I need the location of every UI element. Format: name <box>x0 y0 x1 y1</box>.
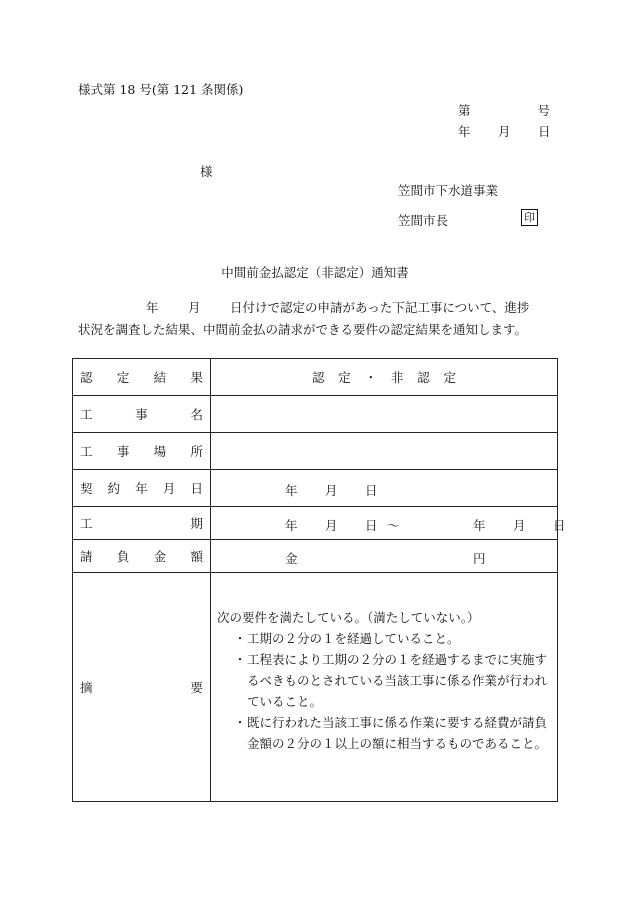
summary-item: ・ 工期の２分の１を経過していること。 <box>233 631 460 646</box>
label-cell <box>73 470 211 507</box>
certification-table <box>72 358 566 802</box>
doc-number-prefix: 第 <box>458 103 471 118</box>
addressee-suffix: 様 <box>200 164 213 179</box>
period-end-month: 月 <box>513 518 526 533</box>
table-row <box>73 396 558 433</box>
form-number: 様式第 18 号(第 121 条関係) <box>78 82 244 97</box>
table-row <box>73 359 558 396</box>
contract-date-cell <box>211 470 558 507</box>
row-label: 認 定 結 果 <box>80 370 203 385</box>
intro-year: 年 <box>146 300 159 315</box>
summary-cell <box>211 573 558 802</box>
row-label: 工 事 名 <box>80 407 203 422</box>
result-cell <box>211 359 558 396</box>
table-row <box>73 573 558 802</box>
project-name-cell <box>211 396 558 433</box>
period-end-day: 日 <box>553 518 566 533</box>
contract-amount-cell <box>211 540 558 573</box>
seal-mark: 印 <box>521 209 538 226</box>
amount-suffix: 円 <box>473 551 486 566</box>
summary-content <box>211 573 557 754</box>
intro-line1: 日付けで認定の申請があった下記工事について、進捗 <box>230 300 530 315</box>
row-label: 摘 要 <box>80 680 203 695</box>
label-cell <box>73 396 211 433</box>
doc-number-suffix: 号 <box>537 103 550 118</box>
period-separator: ～ <box>387 518 400 533</box>
period-start-year: 年 <box>285 518 298 533</box>
result-options: 認 定 ・ 非 認 定 <box>312 370 456 385</box>
amount-prefix: 金 <box>285 551 298 566</box>
doc-date-year: 年 <box>458 124 471 139</box>
row-label: 工 期 <box>80 516 203 531</box>
contract-month: 月 <box>325 483 338 498</box>
project-location-cell <box>211 433 558 470</box>
period-start-month: 月 <box>325 518 338 533</box>
document-title: 中間前金払認定（非認定）通知書 <box>221 265 409 280</box>
row-label: 契 約 年 月 日 <box>80 481 203 496</box>
row-label: 工 事 場 所 <box>80 444 203 459</box>
label-cell <box>73 540 211 573</box>
label-cell <box>73 573 211 802</box>
period-start-day: 日 <box>365 518 378 533</box>
document-number <box>458 101 550 119</box>
doc-date-month: 月 <box>498 124 511 139</box>
intro-paragraph <box>72 298 558 342</box>
sender-title: 笠間市長 <box>398 213 449 228</box>
intro-line2: 状況を調査した結果、中間前金払の請求ができる要件の認定結果を通知します。 <box>78 322 528 337</box>
table-row <box>73 433 558 470</box>
contract-year: 年 <box>285 483 298 498</box>
table-row <box>73 507 558 540</box>
contract-day: 日 <box>365 483 378 498</box>
summary-lead: 次の要件を満たしている。（満たしていない。） <box>217 610 480 625</box>
table-row <box>73 470 558 507</box>
row-label: 請 負 金 額 <box>80 549 203 564</box>
doc-date-day: 日 <box>538 124 551 139</box>
label-cell <box>73 433 211 470</box>
table-row <box>73 540 558 573</box>
sender-org: 笠間市下水道事業 <box>398 183 499 198</box>
period-end-year: 年 <box>473 518 486 533</box>
intro-month: 月 <box>188 300 201 315</box>
construction-period-cell <box>211 507 566 540</box>
label-cell <box>73 359 211 396</box>
label-cell <box>73 507 211 540</box>
summary-item: ・ 既に行われた当該工事に係る作業に要する経費が請負金額の２分の１以上の額に相当するものであること。 <box>233 715 548 751</box>
summary-item: ・ 工程表により工期の２分の１を経過するまでに実施するべきものとされている当該工事に係る作業が行われていること。 <box>233 652 548 709</box>
